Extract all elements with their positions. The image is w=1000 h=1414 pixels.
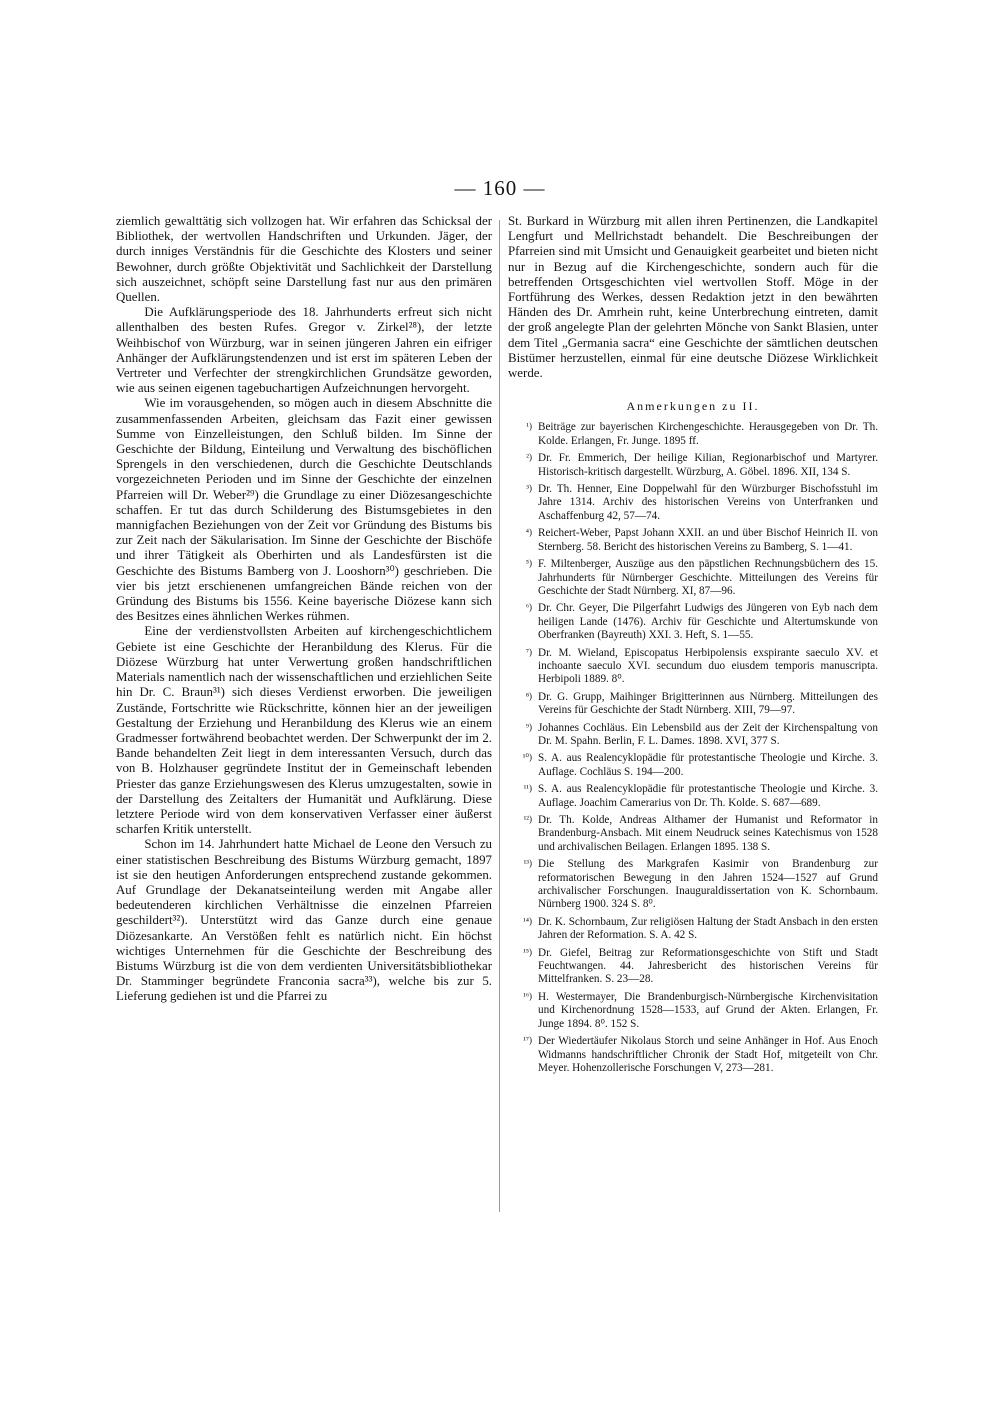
footnote-text: Dr. Chr. Geyer, Die Pilgerfahrt Ludwigs des Jüngeren von Eyb nach dem heiligen Lande (1476). Archiv für Geschichte und Altertumskunde von Oberfranken (Bayreuth) XXI. 3. Heft, S. 1—55. — [538, 602, 878, 642]
footnote — [508, 916, 878, 943]
footnote-text: Dr. Fr. Emmerich, Der heilige Kilian, Regionarbischof und Martyrer. Historisch-kritisch dargestellt. Würzburg, A. Göbel. 1896. XII, 134 S. — [538, 452, 878, 478]
footnote — [508, 602, 878, 642]
footnotes-list — [508, 421, 878, 1075]
footnote — [508, 814, 878, 854]
footnote-number: ¹³) — [523, 858, 532, 869]
footnote — [508, 527, 878, 554]
footnote — [508, 558, 878, 598]
footnote-text: Dr. Giefel, Beitrag zur Reformationsgeschichte von Stift und Stadt Feuchtwangen. 44. Jahresbericht des historischen Vereins für Mittelfranken. S. 23—28. — [538, 946, 878, 986]
paragraph: St. Burkard in Würzburg mit allen ihren Pertinenzen, die Landkapitel Lengfurt und Mellrichstadt behandelt. Die Beschreibungen der Pfarreien sind mit Umsicht und Genauigkeit gearbeitet und bieten nicht nur in Bezug auf die Kirchengeschichte, sondern auch für die betreffenden Ortsgeschichten viel wertvollen Stoff. Möge in der Fortführung des Werkes, dessen Redaktion jetzt in den bewährten Händen des Dr. Amrhein ruht, keine Unterbrechung eintreten, damit der groß angelegte Plan der gelehrten Mönche von Sankt Blasien, unter dem Titel „Germania sacra“ eine Geschichte der sämtlichen deutschen Bistümer herzustellen, einmal für eine deutsche Diözese Wirklichkeit werde. — [508, 214, 878, 381]
paragraph: Eine der verdienstvollsten Arbeiten auf kirchengeschichtlichem Gebiete ist eine Geschichte der Heranbildung des Klerus. Für die Diözese Würzburg hat unter Verwertung großen handschriftlichen Materials namentlich nach der wissenschaftlichen und erziehlichen Seite hin Dr. C. Braun³¹) sich dieses Verdienst erworben. Die jeweiligen Zustände, Fortschritte wie Rückschritte, können hier an der jeweiligen Gestaltung der Erziehung und Heranbildung des Klerus wie an einem Gradmesser fortwährend beobachtet werden. Der Schwerpunkt der im 2. Bande behandelten Zeit liegt in dem interessanten Versuch, durch das von B. Holzhauser gegründete Institut der in Gemeinschaft lebenden Priester das ganze Erziehungswesen des Klerus umzugestalten, sowie in der Darstellung des Zeitalters der Humanität und Aufklärung. Diese letztere Periode wird von dem konservativen Verfasser einer äußerst scharfen Kritik unterstellt. — [116, 624, 492, 837]
footnote-text: Der Wiedertäufer Nikolaus Storch und seine Anhänger in Hof. Aus Enoch Widmanns handschriftlicher Chronik der Stadt Hof, mitgeteilt von Chr. Meyer. Hohenzollerische Forschungen V, 273—281. — [538, 1035, 878, 1074]
footnote-text: F. Miltenberger, Auszüge aus den päpstlichen Rechnungsbüchern des 15. Jahrhunderts für Nürnberger Geschichte. Mitteilungen des Vereins für Geschichte der Stadt Nürnberg. XI, 87—96. — [538, 558, 878, 597]
footnote-number: ²) — [526, 452, 532, 463]
left-column — [116, 214, 492, 1005]
notes-heading: Anmerkungen zu II. — [626, 399, 760, 414]
footnote — [508, 1035, 878, 1075]
footnote-text: Dr. M. Wieland, Episcopatus Herbipolensis exspirante saeculo XV. et inchoante saeculo XVI. secundum duo eiusdem temporis manuscripta. Herbipoli 1889. 8⁰. — [538, 646, 878, 686]
footnote-text: Die Stellung des Markgrafen Kasimir von Brandenburg zur reformatorischen Bewegung in den Jahren 1524—1527 auf Grund archivalischer Forschungen. Inauguraldissertation von K. Schornbaum. Nürnberg 1900. 324 S. 8⁰. — [538, 858, 878, 911]
footnote-text: Dr. K. Schornbaum, Zur religiösen Haltung der Stadt Ansbach in den ersten Jahren der Reformation. S. A. 42 S. — [538, 915, 878, 942]
footnote-text: S. A. aus Realencyklopädie für protestantische Theologie und Kirche. 3. Auflage. Cochläus S. 194—200. — [538, 752, 878, 778]
footnote — [508, 421, 878, 448]
footnote — [508, 858, 878, 912]
footnote-text: Reichert-Weber, Papst Johann XXII. an und über Bischof Heinrich II. von Sternberg. 58. Bericht des historischen Vereins zu Bamberg, S. 1—41. — [538, 527, 878, 553]
footnote — [508, 752, 878, 779]
footnote — [508, 647, 878, 687]
footnote-number: ⁹) — [525, 721, 532, 732]
column-divider — [499, 220, 500, 1212]
footnote-number: ¹²) — [523, 814, 532, 824]
footnote — [508, 483, 878, 523]
footnote-number: ⁴) — [525, 527, 532, 538]
page-number: — 160 — — [454, 176, 546, 200]
footnote-text: Johannes Cochläus. Ein Lebensbild aus der Zeit der Kirchenspaltung von Dr. M. Spahn. Berlin, F. L. Dames. 1898. XVI, 377 S. — [538, 721, 878, 747]
footnote-number: ⁷) — [525, 646, 532, 657]
paragraph: Wie im vorausgehenden, so mögen auch in diesem Abschnitte die zusammenfassenden Arbeiten, gleichsam das Fazit einer gewissen Summe von Einzelleistungen, den Schluß bilden. Im Sinne der Geschichte der Bildung, Einteilung und Verwaltung des bischöflichen Sprengels in den verschiedenen, durch die Geschichte Deutschlands vorgezeichneten Perioden und im Sinne der Geschichte der einzelnen Pfarreien will Dr. Weber²⁹) die Grundlage zu einer Diözesangeschichte schaffen. Er tut das durch Schilderung des Bistumsgebietes in den mannigfachen Beziehungen von der Zeit vor Gründung des Bistums bis zur Zeit nach der Säkularisation. Im Sinne der Geschichte der Bischöfe und ihrer Tätigkeit als Oberhirten und als Landesfürsten ist die Geschichte des Bistums Bamberg von J. Looshorn³⁰) geschrieben. Die vier bis jetzt erschienenen umfangreichen Bände reichen von der Gründung des Bistums bis 1556. Keine bayerische Diözese kann sich des Besitzes eines ähnlichen Werkes rühmen. — [116, 396, 492, 624]
right-column — [508, 214, 878, 1079]
footnote-number: ¹⁴) — [523, 915, 532, 926]
footnote-number: ¹⁷) — [523, 1035, 532, 1046]
footnote — [508, 452, 878, 479]
footnote-number: ³) — [526, 483, 532, 494]
footnote-text: Dr. Th. Henner, Eine Doppelwahl für den Würzburger Bischofsstuhl im Jahre 1314. Archiv des historischen Vereins von Unterfranken und Aschaffenburg 42, 57—74. — [538, 483, 878, 522]
footnote-text: H. Westermayer, Die Brandenburgisch-Nürnbergische Kirchenvisitation und Kirchenordnung 1528—1533, auf Grund der Akten. Erlangen, Fr. Junge 1894. 8⁰. 152 S. — [538, 990, 878, 1030]
footnote — [508, 691, 878, 718]
footnote-number: ¹⁵) — [523, 946, 532, 957]
footnote — [508, 783, 878, 810]
footnote — [508, 991, 878, 1031]
footnote-number: ⁸) — [525, 690, 532, 701]
footnote-number: ⁵) — [525, 558, 532, 569]
footnote-number: ¹⁶) — [523, 990, 532, 1001]
footnote-text: Dr. Th. Kolde, Andreas Althamer der Humanist und Reformator in Brandenburg-Ansbach. Mit einem Neudruck seines Katechismus von 1528 und archivalischen Beilagen. Erlangen 1895. 138 S. — [538, 814, 878, 853]
footnote-text: S. A. aus Realencyklopädie für protestantische Theologie und Kirche. 3. Auflage. Joachim Camerarius von Dr. Th. Kolde. S. 687—689. — [538, 783, 878, 809]
paragraph: Schon im 14. Jahrhundert hatte Michael de Leone den Versuch zu einer statistischen Beschreibung des Bistums Würzburg gemacht, 1897 ist sie den heutigen Anforderungen entsprechend zustande gekommen. Auf Grundlage der Dekanatseinteilung werden mit Angabe aller bedeutenderen kirchlichen Verhältnisse die einzelnen Pfarreien geschildert³²). Unterstützt wird das Ganze durch eine genaue Diözesankarte. An Verstößen fehlt es natürlich nicht. Ein höchst wichtiges Unternehmen für die Geschichte der Beschreibung des Bistums Würzburg ist die von dem verdienten Universitätsbibliothekar Dr. Stamminger begründete Franconia sacra³³), welche bis zur 5. Lieferung gediehen ist und die Pfarrei zu — [116, 837, 492, 1004]
footnote-number: ⁶) — [525, 602, 532, 613]
footnote — [508, 947, 878, 987]
paragraph: Die Aufklärungsperiode des 18. Jahrhunderts erfreut sich nicht allenthalben des besten Rufes. Gregor v. Zirkel²⁸), der letzte Weihbischof von Würzburg, war in seinen jüngeren Jahren ein eifriger Anhänger der Aufklärungstendenzen und ist erst im späteren Leben der Vertreter und Verfechter der strengkirchlichen Grundsätze geworden, wie aus seinen eigenen tagebuchartigen Aufzeichnungen hervorgeht. — [116, 305, 492, 396]
paragraph: ziemlich gewalttätig sich vollzogen hat. Wir erfahren das Schicksal der Bibliothek, der wertvollen Handschriften und Urkunden. Jäger, der durch inniges Verständnis für die Geschichte des Klosters und seiner Bewohner, durch größte Objektivität und Sachlichkeit der Darstellung sich auszeichnet, schöpft seine Darstellung fast nur aus den primären Quellen. — [116, 214, 492, 305]
footnote-number: ¹⁰) — [522, 752, 532, 763]
footnote-text: Beiträge zur bayerischen Kirchengeschichte. Herausgegeben von Dr. Th. Kolde. Erlangen, Fr. Junge. 1895 ff. — [538, 421, 878, 447]
footnote-number: ¹¹) — [523, 783, 532, 794]
footnote — [508, 722, 878, 749]
footnote-number: ¹) — [526, 421, 532, 432]
footnote-text: Dr. G. Grupp, Maihinger Brigitterinnen aus Nürnberg. Mitteilungen des Vereins für Geschichte der Stadt Nürnberg. XIII, 79—97. — [538, 690, 878, 717]
